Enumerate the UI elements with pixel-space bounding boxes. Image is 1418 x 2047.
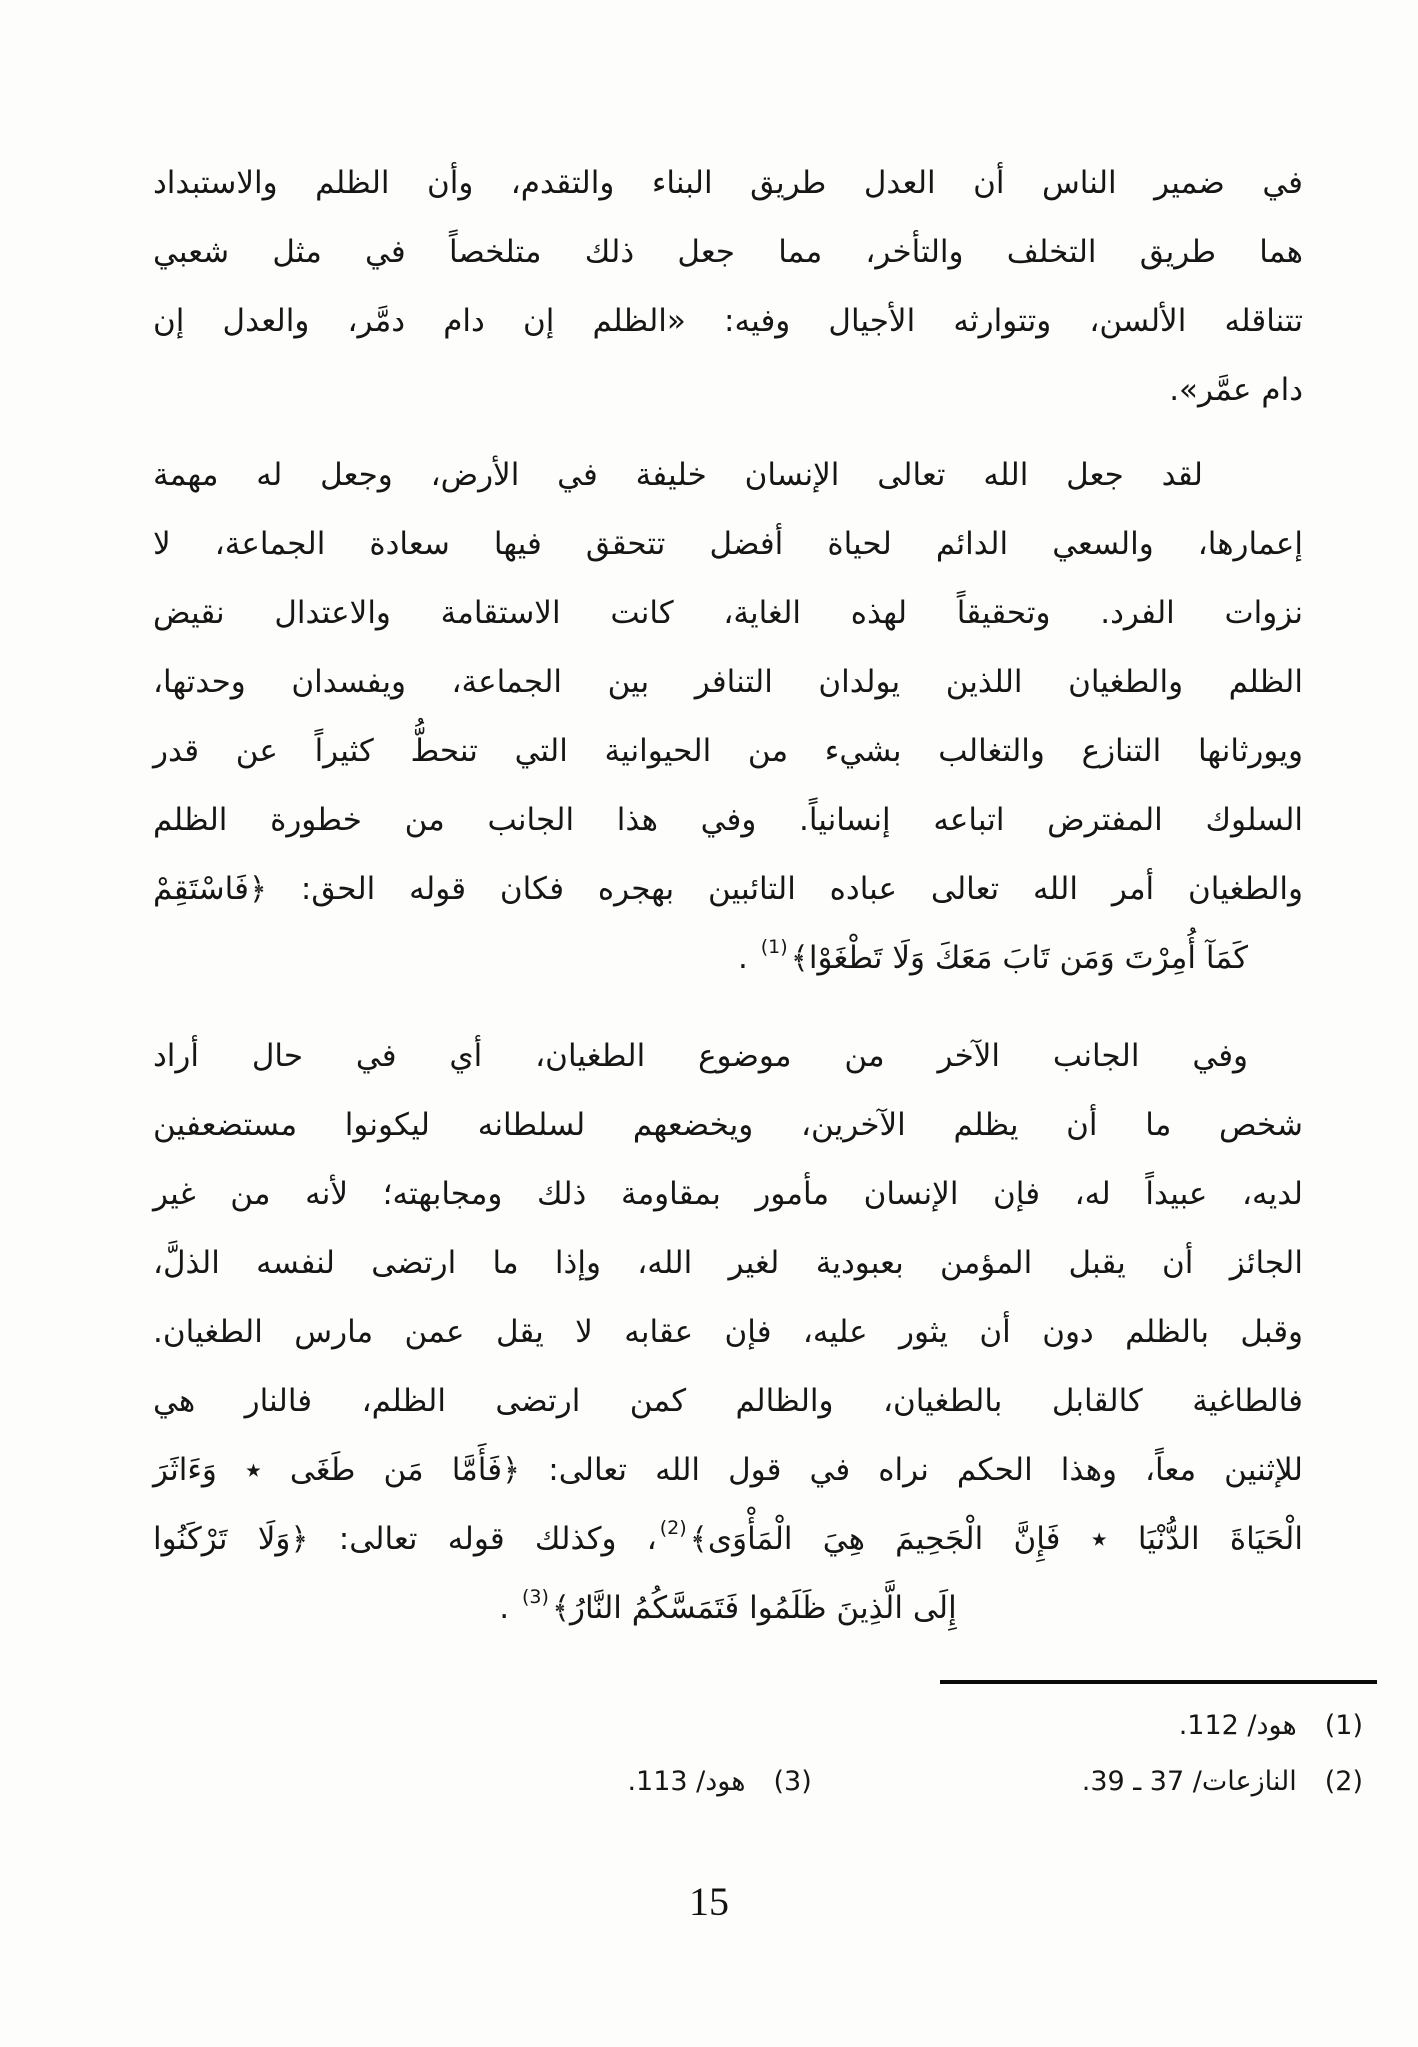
footnote-row-1 xyxy=(0,1698,1418,1754)
footnote-marker: (3) xyxy=(773,1766,812,1797)
line-text: للإثنين معاً، وهذا الحكم نراه في قول الله تعالى: ﴿فَأَمَّا مَن طَغَى ٭ وَءَاثَرَ xyxy=(153,1452,1303,1488)
footnote-2 xyxy=(1082,1754,1363,1810)
footnote-separator xyxy=(940,1680,1377,1684)
line-text: دام عمَّر». xyxy=(1169,372,1303,408)
line-text: كَمَآ أُمِرْتَ وَمَن تَابَ مَعَكَ وَلَا تَطْغَوْا﴾ xyxy=(790,940,1248,976)
text-line xyxy=(153,1505,1303,1574)
line-text: هما طريق التخلف والتأخر، مما جعل ذلك متلخصاً في مثل شعبي xyxy=(153,234,1303,270)
line-text: الظلم والطغيان اللذين يولدان التنافر بين الجماعة، ويفسدان وحدتها، xyxy=(153,664,1303,700)
text-line xyxy=(153,648,1303,717)
footnotes-section xyxy=(0,1680,1418,1810)
page-number: 15 xyxy=(689,1879,729,1924)
footnote-1 xyxy=(1179,1698,1363,1754)
line-text: والطغيان أمر الله تعالى عباده التائبين بهجره فكان قوله الحق: ﴿فَاسْتَقِمْ xyxy=(153,871,1303,907)
text-line xyxy=(153,356,1303,425)
line-text: شخص ما أن يظلم الآخرين، ويخضعهم لسلطانه ليكونوا مستضعفين xyxy=(153,1107,1303,1143)
line-text: إعمارها، والسعي الدائم لحياة أفضل تتحقق فيها سعادة الجماعة، لا xyxy=(153,526,1303,562)
line-text-after: . xyxy=(499,1590,519,1626)
footnote-marker: (2) xyxy=(1324,1766,1363,1797)
line-text: إِلَى الَّذِينَ ظَلَمُوا فَتَمَسَّكُمُ النَّارُ﴾ xyxy=(551,1590,957,1626)
text-line xyxy=(153,579,1303,648)
text-line xyxy=(153,1367,1303,1436)
line-text: الْحَيَاةَ الدُّنْيَا ٭ فَإِنَّ الْجَحِيمَ هِيَ الْمَأْوَى﴾ xyxy=(689,1521,1303,1557)
text-line xyxy=(153,441,1303,510)
footnote-text: النازعات/ 37 ـ 39. xyxy=(1081,1766,1297,1797)
footnote-text: هود/ 113. xyxy=(627,1766,746,1797)
text-line xyxy=(153,1436,1303,1505)
text-line xyxy=(153,149,1303,218)
text-line xyxy=(153,287,1303,356)
text-line xyxy=(153,510,1303,579)
text-line xyxy=(153,924,1303,993)
text-line xyxy=(153,1298,1303,1367)
line-text: ويورثانها التنازع والتغالب بشيء من الحيوانية التي تنحطُّ كثيراً عن قدر xyxy=(153,733,1303,769)
line-text: الجائز أن يقبل المؤمن بعبودية لغير الله، وإذا ما ارتضى لنفسه الذلَّ، xyxy=(153,1245,1303,1281)
line-text: نزوات الفرد. وتحقيقاً لهذه الغاية، كانت الاستقامة والاعتدال نقيض xyxy=(153,595,1303,631)
line-text: لقد جعل الله تعالى الإنسان خليفة في الأرض، وجعل له مهمة xyxy=(153,457,1203,493)
text-line xyxy=(153,1160,1303,1229)
line-text: السلوك المفترض اتباعه إنسانياً. وفي هذا الجانب من خطورة الظلم xyxy=(153,802,1303,838)
footnote-row-2 xyxy=(0,1754,1418,1810)
footnote-marker: (1) xyxy=(1324,1710,1363,1741)
footnote-ref: (3) xyxy=(521,1586,549,1608)
text-line xyxy=(153,717,1303,786)
text-line xyxy=(153,855,1303,924)
line-text: تتناقله الألسن، وتتوارثه الأجيال وفيه: «الظلم إن دام دمَّر، والعدل إن xyxy=(153,303,1303,339)
text-line xyxy=(153,1574,1303,1643)
line-text-after: ، وكذلك قوله تعالى: ﴿وَلَا تَرْكَنُوا xyxy=(153,1521,657,1557)
text-line xyxy=(153,1091,1303,1160)
line-text: وفي الجانب الآخر من موضوع الطغيان، أي في حال أراد xyxy=(153,1038,1248,1074)
line-text: فالطاغية كالقابل بالطغيان، والظالم كمن ارتضى الظلم، فالنار هي xyxy=(153,1383,1303,1419)
line-text-after: . xyxy=(738,940,758,976)
footnote-ref: (1) xyxy=(760,936,788,958)
text-line xyxy=(153,1229,1303,1298)
line-text: لديه، عبيداً له، فإن الإنسان مأمور بمقاومة ذلك ومجابهته؛ لأنه من غير xyxy=(153,1176,1303,1212)
body-text xyxy=(153,149,1303,1643)
footnote-text: هود/ 112. xyxy=(1178,1710,1297,1741)
text-line xyxy=(153,218,1303,287)
footnote-ref: (2) xyxy=(659,1517,687,1539)
text-line xyxy=(153,1022,1303,1091)
text-line xyxy=(153,786,1303,855)
line-text: في ضمير الناس أن العدل طريق البناء والتقدم، وأن الظلم والاستبداد xyxy=(153,165,1303,201)
line-text: وقبل بالظلم دون أن يثور عليه، فإن عقابه لا يقل عمن مارس الطغيان. xyxy=(153,1314,1303,1350)
footnote-3 xyxy=(627,1754,811,1810)
